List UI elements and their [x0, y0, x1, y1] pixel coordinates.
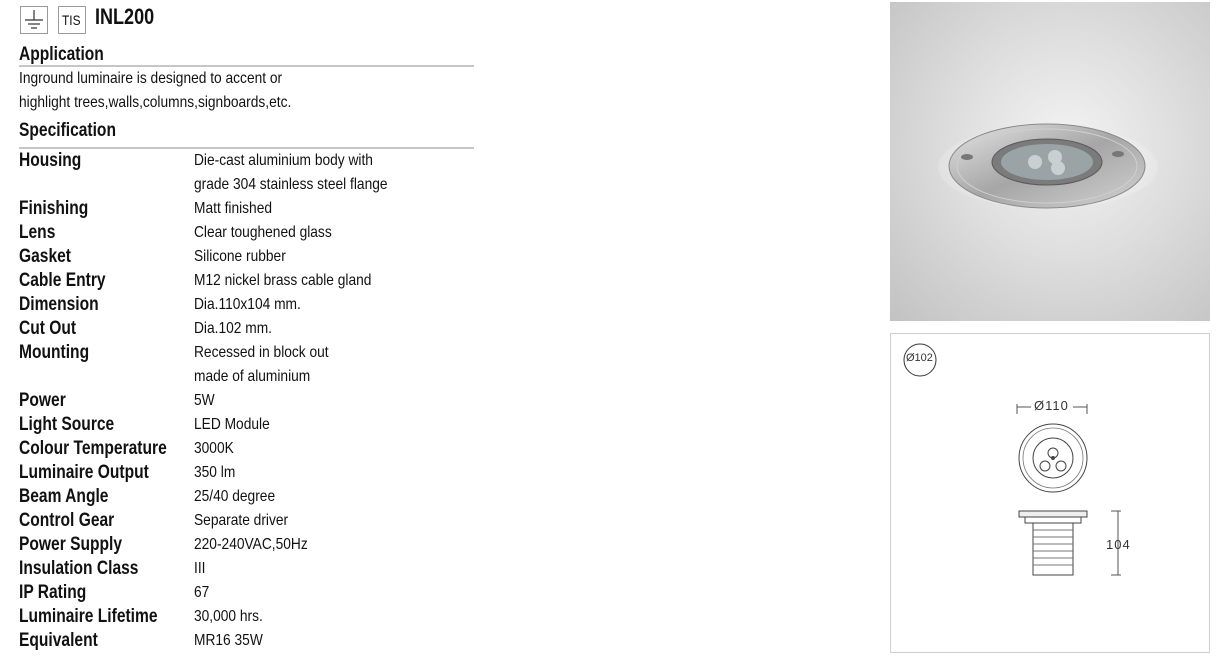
spec-label: Luminaire Output: [19, 462, 149, 483]
spec-row: [19, 437, 479, 461]
spec-row: [19, 509, 479, 533]
tis-icon-text: TIS: [62, 12, 81, 28]
earth-ground-icon: [20, 6, 48, 34]
spec-row: [19, 557, 479, 581]
spec-row: [19, 245, 479, 269]
spec-value: Dia.110x104 mm.: [194, 296, 301, 313]
spec-row: [19, 413, 479, 437]
model-name: INL200: [95, 4, 155, 29]
tis-icon: [58, 6, 86, 34]
spec-label: Light Source: [19, 414, 115, 435]
spec-label: Mounting: [19, 342, 90, 363]
spec-value: Silicone rubber: [194, 248, 286, 265]
spec-row: [19, 293, 479, 317]
spec-row: [19, 149, 479, 197]
spec-value: M12 nickel brass cable gland: [194, 272, 372, 289]
spec-label: Dimension: [19, 294, 99, 315]
spec-row: [19, 533, 479, 557]
spec-label: Cut Out: [19, 318, 77, 339]
diameter-label: Ø110: [1034, 398, 1069, 413]
spec-row: [19, 629, 479, 653]
spec-label: Luminaire Lifetime: [19, 606, 158, 627]
product-photo: [890, 2, 1210, 321]
spec-value: 25/40 degree: [194, 488, 276, 505]
spec-row: [19, 197, 479, 221]
spec-value: Matt finished: [194, 200, 273, 217]
spec-label: Control Gear: [19, 510, 115, 531]
cutout-label: Ø102: [906, 352, 933, 364]
spec-value: Dia.102 mm.: [194, 320, 273, 337]
spec-row: [19, 221, 479, 245]
spec-row: [19, 389, 479, 413]
spec-value: 5W: [194, 392, 215, 409]
specification-table: [19, 149, 479, 653]
spec-row: [19, 341, 479, 389]
spec-row: [19, 605, 479, 629]
spec-value: 3000K: [194, 440, 234, 457]
spec-value: Separate driver: [194, 512, 289, 529]
spec-value: III: [194, 560, 206, 577]
spec-label: Gasket: [19, 246, 71, 267]
spec-row: [19, 269, 479, 293]
spec-label: Finishing: [19, 198, 89, 219]
spec-label: Lens: [19, 222, 56, 243]
spec-label: Power Supply: [19, 534, 123, 555]
spec-row: [19, 581, 479, 605]
spec-label: Cable Entry: [19, 270, 106, 291]
application-title: Application: [19, 44, 104, 65]
spec-value: Recessed in block out made of aluminium: [194, 344, 329, 385]
specification-title: Specification: [19, 120, 116, 141]
spec-label: IP Rating: [19, 582, 87, 603]
spec-row: [19, 317, 479, 341]
spec-label: Colour Temperature: [19, 438, 167, 459]
spec-value: Clear toughened glass: [194, 224, 332, 241]
application-text: Inground luminaire is designed to accent or highlight trees,walls,columns,signboards,etc.: [19, 70, 292, 111]
height-label: 104: [1106, 537, 1131, 552]
spec-value: 350 lm: [194, 464, 236, 481]
spec-label: Power: [19, 390, 66, 411]
spec-value: 220-240VAC,50Hz: [194, 536, 308, 553]
spec-value: MR16 35W: [194, 632, 263, 649]
spec-value: LED Module: [194, 416, 270, 433]
spec-label: Housing: [19, 150, 82, 171]
spec-value: Die-cast aluminium body with grade 304 stainless steel flange: [194, 152, 388, 193]
spec-value: 30,000 hrs.: [194, 608, 263, 625]
spec-row: [19, 461, 479, 485]
technical-drawing: [890, 333, 1210, 653]
spec-label: Beam Angle: [19, 486, 109, 507]
spec-value: 67: [194, 584, 210, 601]
spec-row: [19, 485, 479, 509]
spec-label: Equivalent: [19, 630, 98, 651]
spec-label: Insulation Class: [19, 558, 139, 579]
